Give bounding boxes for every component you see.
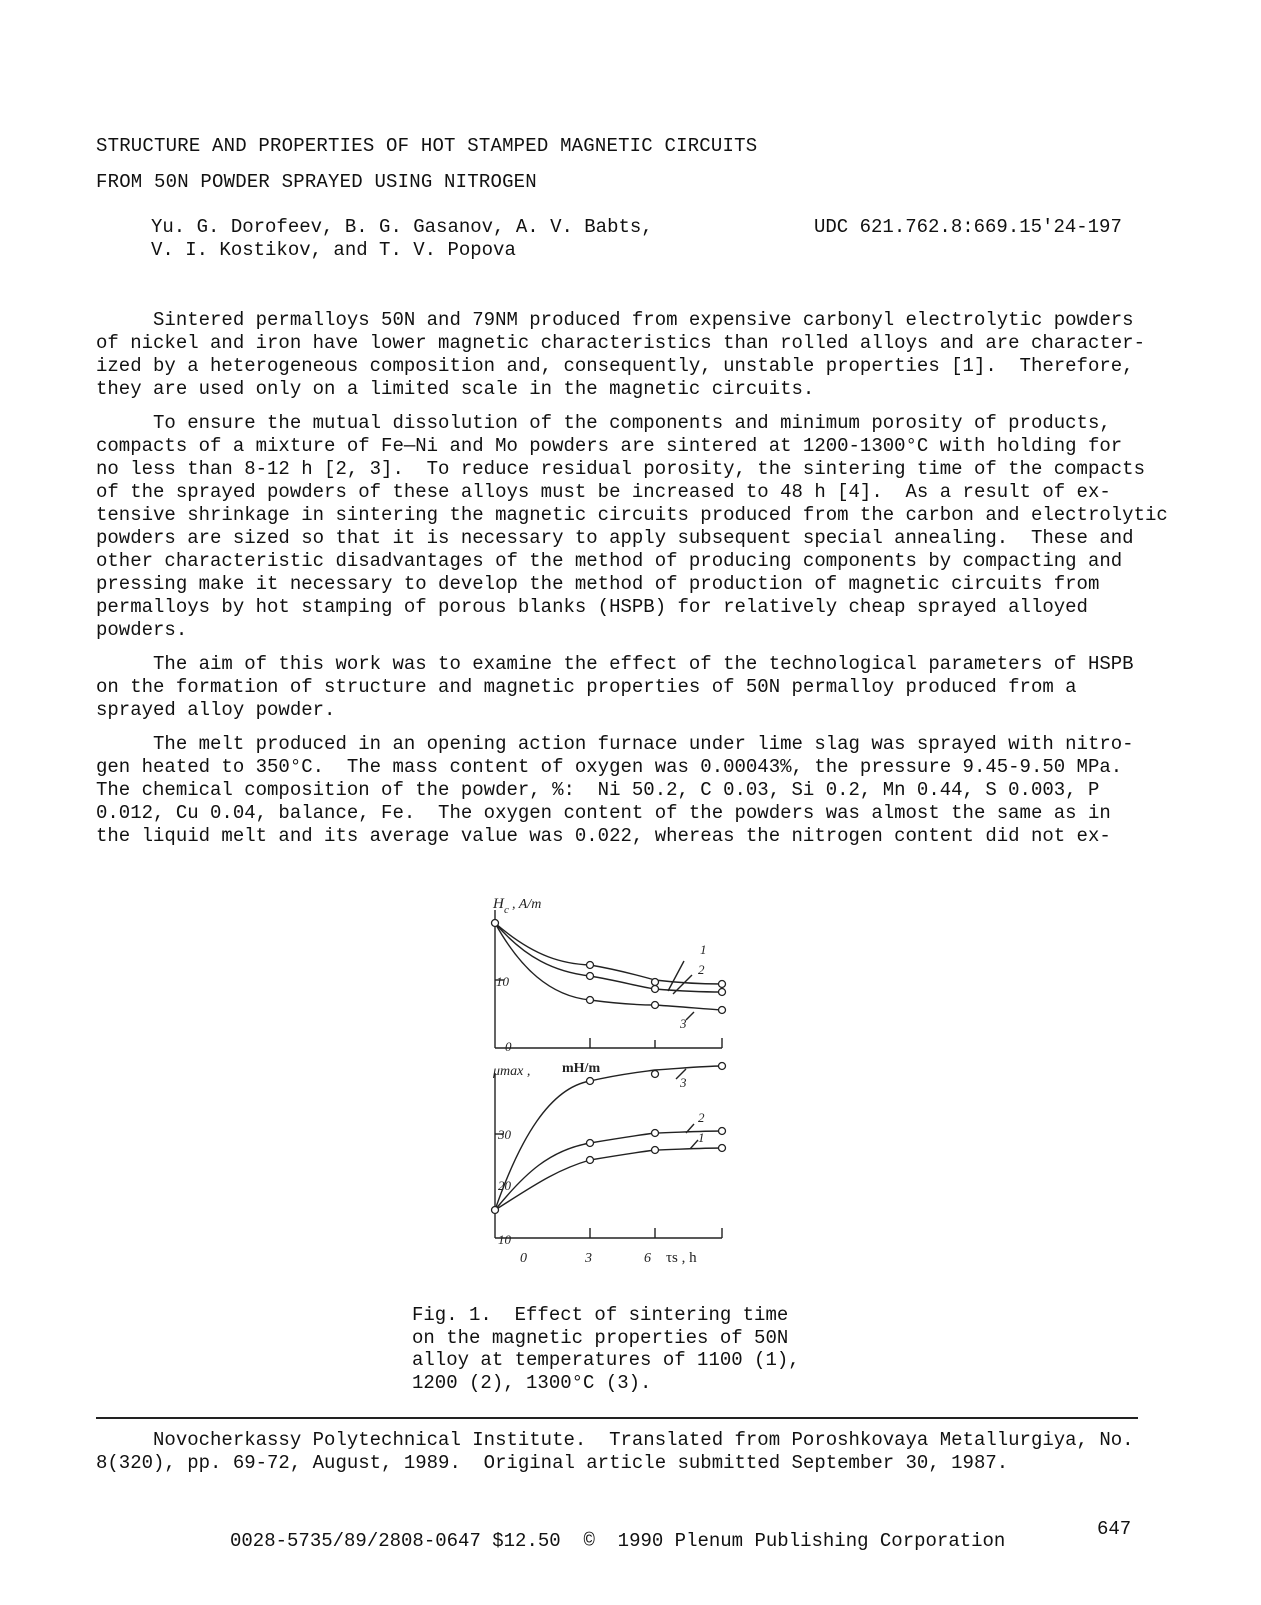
text-line: of nickel and iron have lower magnetic characteristics than rolled alloys and are character- <box>96 332 1145 354</box>
bottom-tick-label: 30 <box>498 1127 511 1142</box>
text-line: gen heated to 350°C. The mass content of oxygen was 0.00043%, the pressure 9.45-9.50 MPa. <box>96 756 1123 778</box>
paragraph-1 <box>96 309 1156 401</box>
data-point <box>652 1147 659 1154</box>
footnote-divider <box>96 1417 1138 1419</box>
text-line: Sintered permalloys 50N and 79NM produced from expensive carbonyl electrolytic powders <box>96 309 1134 331</box>
data-point <box>719 1007 726 1014</box>
top-tick-label: 10 <box>496 974 509 989</box>
figure-1 <box>480 888 750 1278</box>
x-axis-label: τs , h <box>666 1250 697 1266</box>
text-line: compacts of a mixture of Fe—Ni and Mo powders are sintered at 1200-1300°C with holding for <box>96 435 1123 457</box>
data-point <box>719 981 726 988</box>
data-point <box>652 979 659 986</box>
paragraph-2 <box>96 412 1168 642</box>
text-line: they are used only on a limited scale in the magnetic circuits. <box>96 378 815 400</box>
data-point <box>587 973 594 980</box>
text-line: other characteristic disadvantages of the method of producing components by compacting and <box>96 550 1123 572</box>
data-point <box>719 1063 726 1070</box>
curve-bot-1 <box>495 1148 722 1210</box>
title-line-2: FROM 50N POWDER SPRAYED USING NITROGEN <box>96 171 537 193</box>
figure-caption <box>412 1304 800 1394</box>
data-point <box>719 989 726 996</box>
bottom-tick-label: 20 <box>498 1178 511 1193</box>
udc-code: UDC 621.762.8:669.15'24-197 <box>814 216 1122 238</box>
text-line: on the formation of structure and magnetic properties of 50N permalloy produced from a <box>96 676 1077 698</box>
data-point <box>587 962 594 969</box>
curve-label: 3 <box>680 1075 687 1090</box>
data-point <box>652 1071 659 1078</box>
curve-label: 1 <box>698 1130 705 1145</box>
bottom-ylabel: μmax , <box>493 1064 531 1079</box>
bottom-tick-label: 10 <box>498 1232 511 1247</box>
data-point <box>652 986 659 993</box>
data-point <box>587 1157 594 1164</box>
top-tick-label: 0 <box>505 1039 512 1054</box>
curve-label: 2 <box>698 1110 705 1125</box>
footnote <box>96 1429 1156 1475</box>
paragraph-3 <box>96 653 1156 722</box>
data-point <box>652 1002 659 1009</box>
curve-label: 1 <box>700 942 707 957</box>
text-line: of the sprayed powders of these alloys must be increased to 48 h [4]. As a result of ex- <box>96 481 1111 503</box>
data-point <box>587 997 594 1004</box>
curve-top-3 <box>495 923 722 1010</box>
text-line: permalloys by hot stamping of porous blanks (HSPB) for relatively cheap sprayed alloyed <box>96 596 1088 618</box>
text-line: The melt produced in an opening action furnace under lime slag was sprayed with nitro- <box>96 733 1134 755</box>
text-line: 0.012, Cu 0.04, balance, Fe. The oxygen content of the powders was almost the same as in <box>96 802 1111 824</box>
text-line: Novocherkassy Polytechnical Institute. Translated from Poroshkovaya Metallurgiya, No. <box>96 1429 1134 1451</box>
top-ylabel-symbol: H <box>493 896 504 912</box>
authors-line-2: V. I. Kostikov, and T. V. Popova <box>151 239 516 261</box>
text-line: no less than 8-12 h [2, 3]. To reduce residual porosity, the sintering time of the compacts <box>96 458 1145 480</box>
top-ylabel-unit: , A/m <box>512 897 542 912</box>
text-line: pressing make it necessary to develop the method of production of magnetic circuits from <box>96 573 1100 595</box>
caption-line: alloy at temperatures of 1100 (1), <box>412 1349 800 1371</box>
text-line: ized by a heterogeneous composition and, consequently, unstable properties [1]. Therefore, <box>96 355 1134 377</box>
text-line: powders are sized so that it is necessary to apply subsequent special annealing. These and <box>96 527 1134 549</box>
paragraph-4 <box>96 733 1156 848</box>
data-point <box>587 1140 594 1147</box>
caption-line: Fig. 1. Effect of sintering time <box>412 1304 789 1326</box>
figure-plot <box>480 888 750 1278</box>
data-point <box>719 1145 726 1152</box>
x-tick-label: 0 <box>520 1251 527 1266</box>
caption-line: 1200 (2), 1300°C (3). <box>412 1371 652 1394</box>
page-number: 647 <box>1097 1518 1132 1540</box>
text-line: The chemical composition of the powder, %: Ni 50.2, C 0.03, Si 0.2, Mn 0.44, S 0.003, P <box>96 779 1100 801</box>
text-line: sprayed alloy powder. <box>96 699 336 721</box>
caption-line: on the magnetic properties of 50N <box>412 1326 789 1349</box>
copyright-line: 0028-5735/89/2808-0647 $12.50 © 1990 Plenum Publishing Corporation <box>230 1530 1006 1552</box>
data-point <box>652 1130 659 1137</box>
authors-line-1: Yu. G. Dorofeev, B. G. Gasanov, A. V. Babts, <box>151 216 653 238</box>
data-point <box>587 1078 594 1085</box>
text-line: 8(320), pp. 69-72, August, 1989. Original article submitted September 30, 1987. <box>96 1452 1009 1474</box>
curve-label: 2 <box>698 962 705 977</box>
curve-top-2 <box>495 923 722 992</box>
text-line: To ensure the mutual dissolution of the components and minimum porosity of products, <box>96 412 1111 434</box>
curve-bot-2 <box>495 1131 722 1210</box>
x-tick-label: 6 <box>644 1251 651 1266</box>
data-point <box>492 920 499 927</box>
x-tick-label: 3 <box>585 1251 592 1266</box>
data-point <box>492 1207 499 1214</box>
data-point <box>719 1128 726 1135</box>
curve-label: 3 <box>680 1016 687 1031</box>
text-line: The aim of this work was to examine the effect of the technological parameters of HSPB <box>96 653 1134 675</box>
text-line: powders. <box>96 619 188 641</box>
text-line: the liquid melt and its average value was 0.022, whereas the nitrogen content did not ex- <box>96 825 1111 847</box>
text-line: tensive shrinkage in sintering the magnetic circuits produced from the carbon and electrolytic <box>96 504 1168 526</box>
top-ylabel-subscript: c <box>504 904 509 916</box>
title-line-1: STRUCTURE AND PROPERTIES OF HOT STAMPED MAGNETIC CIRCUITS <box>96 135 758 157</box>
bottom-ylabel-unit: mH/m <box>562 1061 601 1076</box>
